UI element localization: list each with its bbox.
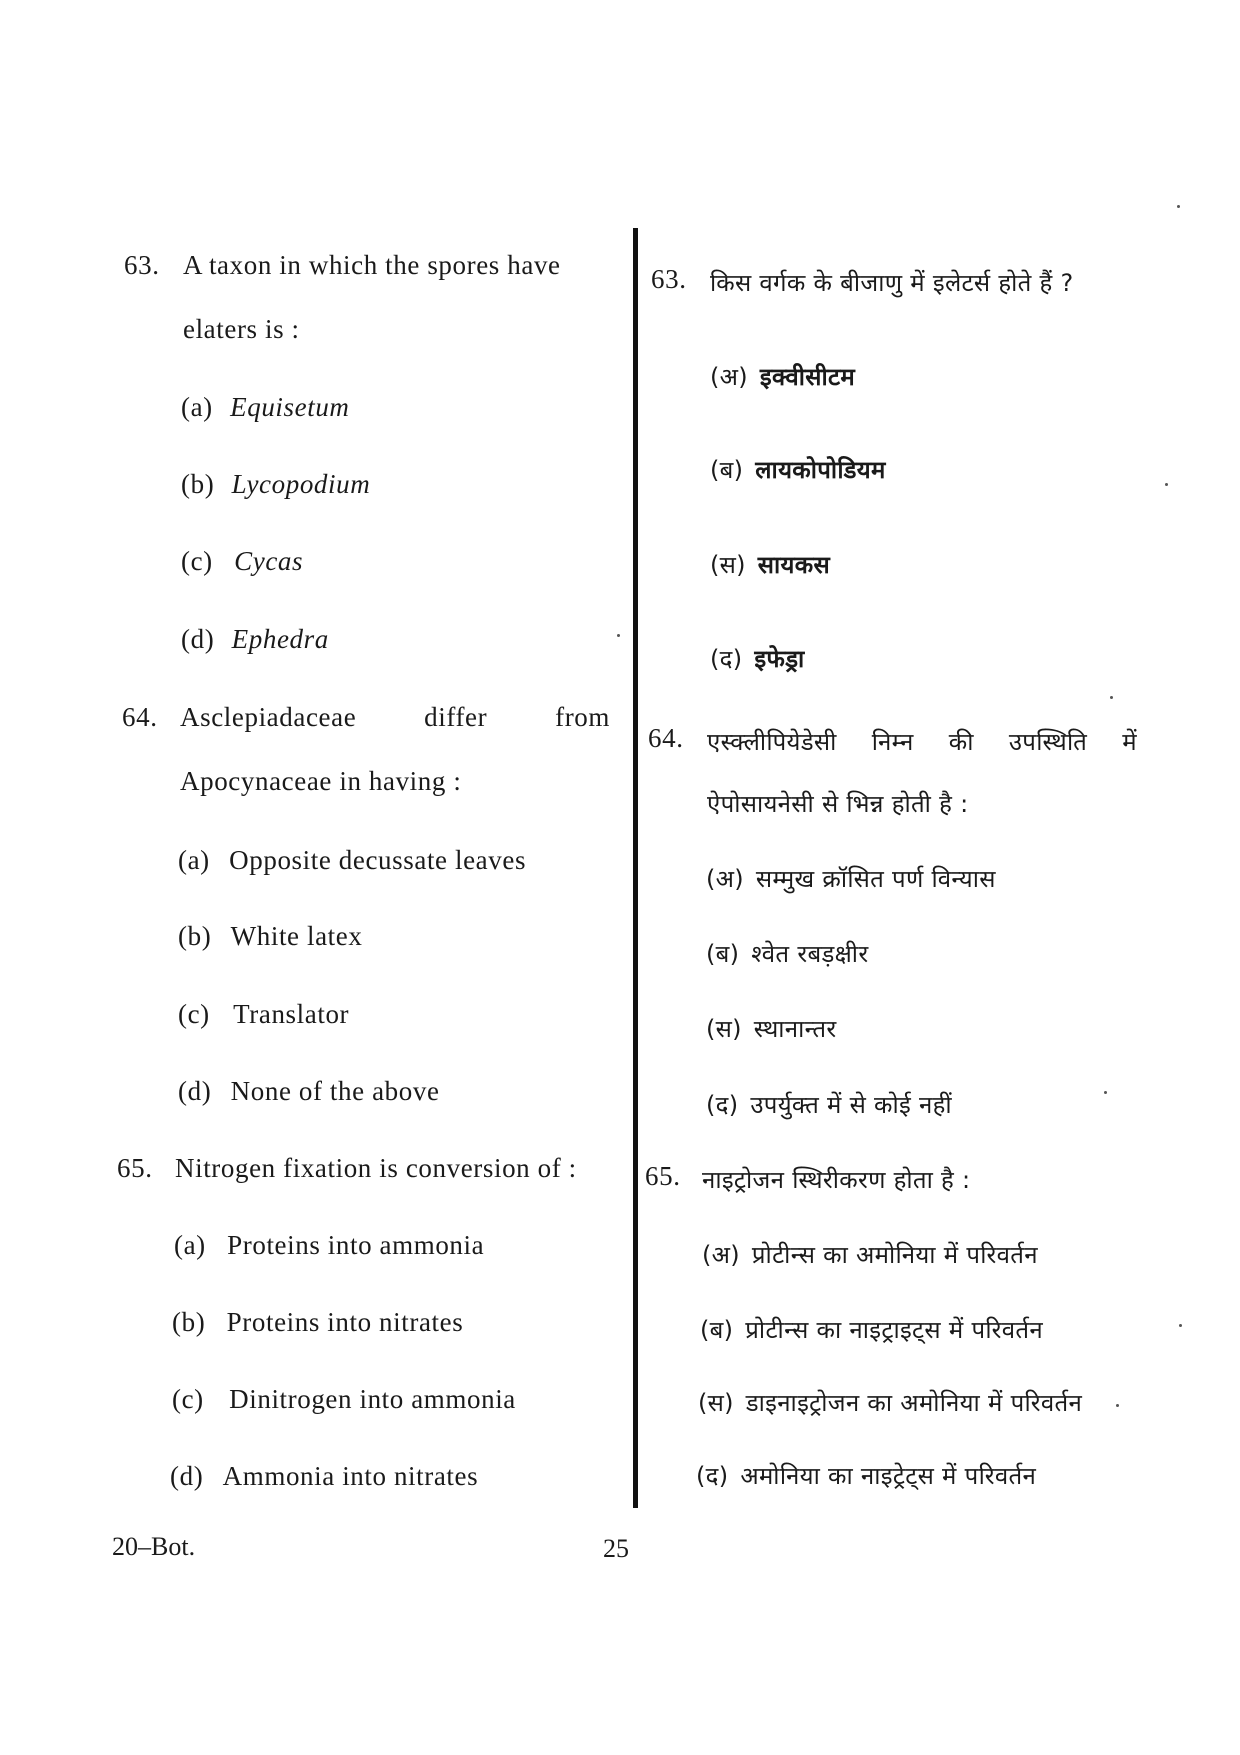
q63-number: 63. [124,250,160,280]
option-label: (a) [181,392,213,422]
scan-speck [1104,1091,1107,1094]
option-text: प्रोटीन्स का अमोनिया में परिवर्तन [751,1241,1038,1269]
q63-stem-line2: elaters is : [183,314,300,344]
option-text: इक्वीसीटम [759,363,856,391]
option-label: (c) [172,1384,204,1414]
q65-option-d [170,1461,478,1492]
option-label: (a) [174,1230,206,1260]
q64-stem-line1 [180,702,610,733]
hi-q64-word-5: में [1122,728,1137,756]
option-label: (c) [181,546,213,576]
option-text: Ammonia into nitrates [222,1461,479,1491]
option-text: White latex [230,921,363,951]
hi-q64-number: 64. [648,723,684,753]
q64-option-d [178,1076,440,1107]
scan-speck [1116,1404,1119,1407]
option-label: (d) [170,1461,204,1491]
q63-option-d [181,624,329,655]
q64-option-c [178,999,349,1030]
option-label: (ब) [706,940,740,968]
q65-option-b [172,1307,463,1338]
option-text: इफेड्रा [754,645,805,673]
page-number: 25 [603,1534,629,1563]
option-label: (d) [181,624,215,654]
option-text: Ephedra [231,624,329,654]
hi-q65-option-b [700,1313,1043,1346]
option-label: (a) [178,845,210,875]
paper-code: 20–Bot. [112,1532,196,1561]
scan-speck [1110,696,1113,699]
q64-word-1: Asclepiadaceae [180,702,357,732]
q64-number: 64. [122,702,158,732]
option-label: (ब) [710,456,744,484]
scan-speck [617,634,620,637]
option-label: (द) [710,645,743,673]
hi-q63-stem-line1: किस वर्गक के बीजाणु में इलेटर्स होते हैं ? [710,269,1074,297]
hi-q63-number: 63. [651,264,687,294]
option-label: (स) [710,551,746,579]
option-text: Equisetum [230,392,350,422]
hi-q64-option-b [706,937,868,970]
scan-speck [1165,483,1168,486]
hi-q64-option-a [706,862,996,895]
option-label: (c) [178,999,210,1029]
option-label: (स) [706,1015,742,1043]
option-text: सम्मुख क्रॉसित पर्ण विन्यास [755,865,996,893]
option-text: लायकोपोडियम [755,456,886,484]
q64-word-3: from [555,702,610,732]
q65-option-c [172,1384,516,1415]
option-label: (द) [696,1462,729,1490]
option-text: Translator [233,999,350,1029]
option-label: (अ) [710,363,748,391]
option-text: Opposite decussate leaves [229,845,527,875]
option-label: (b) [172,1307,206,1337]
option-label: (अ) [706,865,744,893]
option-text: सायकस [757,551,831,579]
option-text: None of the above [230,1076,440,1106]
option-text: Proteins into ammonia [227,1230,485,1260]
hi-q64-word-1: एस्क्लीपियेडेसी [707,728,837,756]
option-label: (स) [698,1389,734,1417]
hi-q64-stem-line2: ऐपोसायनेसी से भिन्न होती है : [707,790,969,818]
q64-option-b [178,921,362,952]
option-text: Dinitrogen into ammonia [229,1384,516,1414]
option-label: (b) [181,469,215,499]
option-label: (ब) [700,1316,734,1344]
hi-q65-option-a [702,1238,1038,1271]
option-label: (द) [706,1091,739,1119]
q64-word-2: differ [424,702,488,732]
hi-q63-option-d [710,642,805,675]
q65-option-a [174,1230,484,1261]
hi-q64-option-d [706,1088,952,1121]
option-text: Lycopodium [231,469,371,499]
hi-q64-option-c [706,1012,836,1045]
q63-option-c [181,546,303,577]
column-divider [633,228,638,1508]
scan-speck [1179,1324,1182,1327]
q63-option-a [181,392,350,423]
option-text: प्रोटीन्स का नाइट्राइट्स में परिवर्तन [745,1316,1043,1344]
option-label: (अ) [702,1241,740,1269]
option-text: स्थानान्तर [753,1015,837,1043]
q64-option-a [178,845,526,876]
hi-q63-option-b [710,453,886,486]
q65-stem-line1: Nitrogen fixation is conversion of : [175,1153,577,1183]
q63-option-b [181,469,370,500]
option-text: Proteins into nitrates [226,1307,464,1337]
hi-q65-option-c [698,1386,1082,1419]
option-text: Cycas [234,546,304,576]
hi-q65-option-d [696,1459,1036,1492]
option-text: श्वेत रबड़क्षीर [751,940,869,968]
option-text: अमोनिया का नाइट्रेट्स में परिवर्तन [740,1462,1037,1490]
hi-q64-word-3: की [948,728,974,756]
option-text: डाइनाइट्रोजन का अमोनिया में परिवर्तन [745,1389,1083,1417]
hi-q65-number: 65. [645,1161,681,1191]
scan-speck [1177,205,1180,208]
option-label: (d) [178,1076,212,1106]
option-text: उपर्युक्त में से कोई नहीं [750,1091,952,1119]
q65-number: 65. [117,1153,153,1183]
hi-q63-option-a [710,360,855,393]
q63-stem-line1: A taxon in which the spores have [183,250,561,280]
hi-q64-stem-line1 [707,725,1137,758]
q64-stem-line2: Apocynaceae in having : [180,766,462,796]
hi-q64-word-4: उपस्थिति [1008,728,1088,756]
hi-q65-stem-line1: नाइट्रोजन स्थिरीकरण होता है : [702,1166,971,1194]
hi-q63-option-c [710,548,830,581]
hi-q64-word-2: निम्न [871,728,914,756]
option-label: (b) [178,921,212,951]
